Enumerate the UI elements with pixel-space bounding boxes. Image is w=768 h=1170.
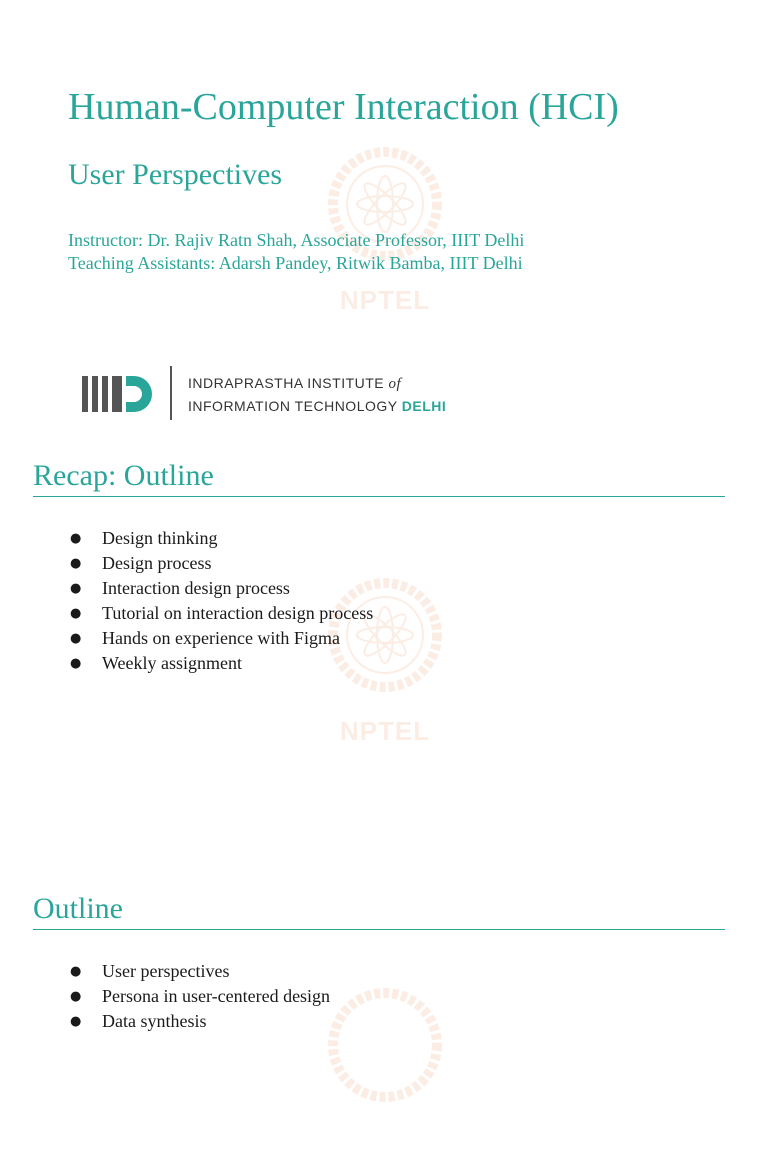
- page-subtitle: User Perspectives: [68, 158, 283, 191]
- nptel-watermark-text: NPTEL: [339, 285, 431, 315]
- teaching-assistants-line: Teaching Assistants: Adarsh Pandey, Ritwik Bamba, IIIT Delhi: [68, 253, 523, 273]
- list-item: ● Design thinking: [66, 526, 373, 551]
- list-item: ● Design process: [66, 551, 373, 576]
- logo-wordmark: [188, 372, 446, 417]
- list-item: ● Tutorial on interaction design process: [66, 601, 373, 626]
- list-item: ● Weekly assignment: [66, 651, 373, 676]
- list-item: ● User perspectives: [66, 959, 330, 984]
- list-item: ● Hands on experience with Figma: [66, 626, 373, 651]
- logo-delhi: DELHI: [401, 398, 447, 414]
- recap-outline-heading: Recap: Outline: [33, 458, 725, 497]
- list-item: ● Data synthesis: [66, 1009, 330, 1034]
- outline-list: [66, 959, 330, 1034]
- list-item: ● Persona in user-centered design: [66, 984, 330, 1009]
- iiitd-logo-mark-icon: [82, 376, 154, 412]
- iiitd-logo: [82, 364, 482, 420]
- nptel-watermark-text: NPTEL: [339, 716, 431, 746]
- instructor-line: Instructor: Dr. Rajiv Ratn Shah, Associate Professor, IIIT Delhi: [68, 230, 525, 250]
- course-credits: [68, 229, 524, 275]
- recap-outline-list: [66, 526, 373, 676]
- logo-line2: INFORMATION TECHNOLOGY: [188, 398, 402, 414]
- logo-divider: [170, 366, 172, 420]
- logo-of: of: [388, 376, 402, 392]
- logo-line1: INDRAPRASTHA INSTITUTE: [188, 375, 389, 391]
- list-item: ● Interaction design process: [66, 576, 373, 601]
- page-title: Human-Computer Interaction (HCI): [68, 86, 619, 128]
- outline-heading: Outline: [33, 891, 725, 930]
